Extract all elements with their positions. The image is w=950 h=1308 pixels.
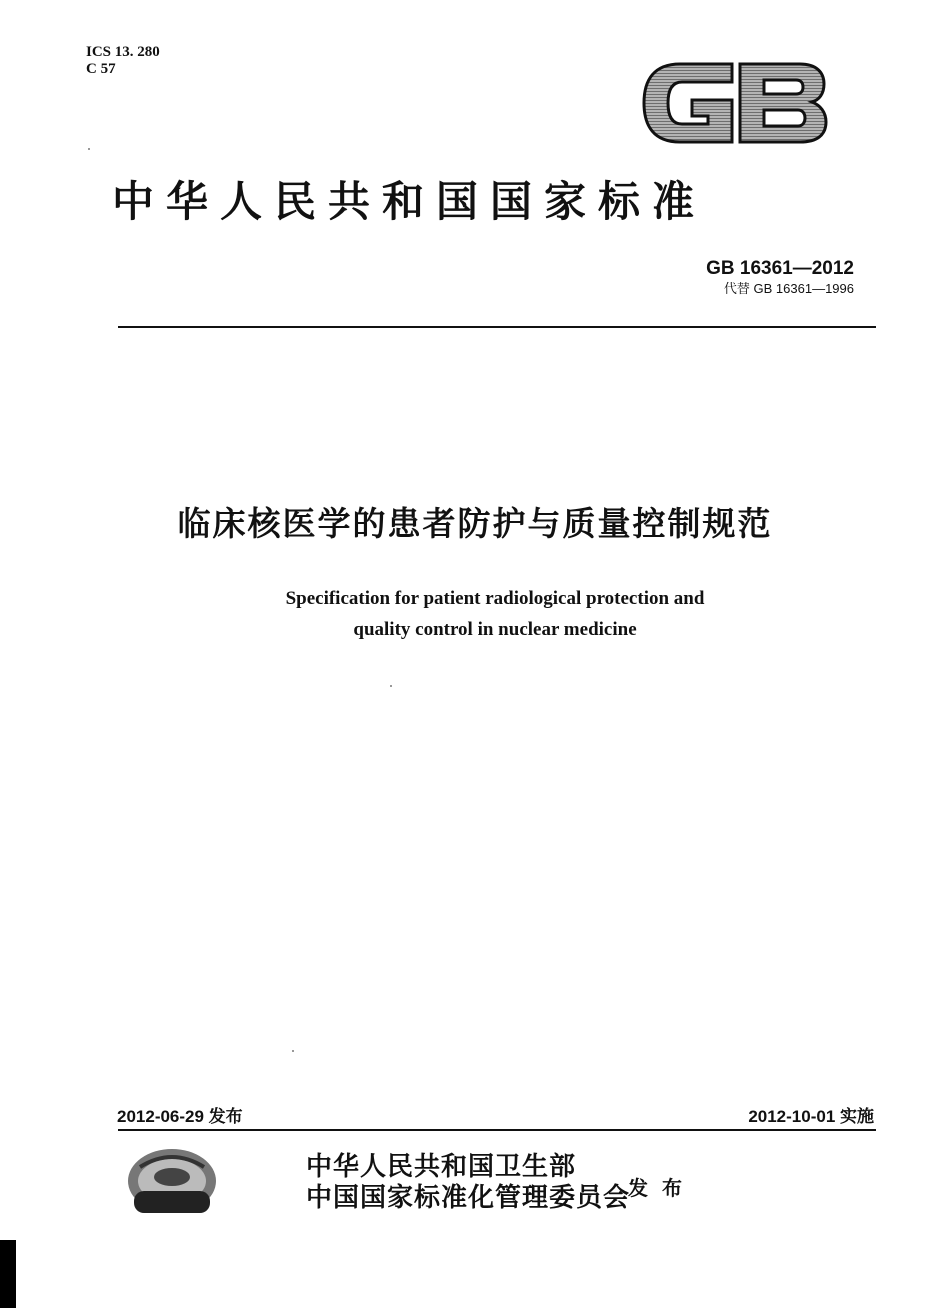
title-chinese: 临床核医学的患者防护与质量控制规范 xyxy=(177,504,773,543)
ccs-code: C 57 xyxy=(86,61,116,77)
replaces-standard: 代替 GB 16361—1996 xyxy=(723,281,854,296)
title-english-line1: Specification for patient radiological protection and xyxy=(285,588,705,609)
scan-speck xyxy=(390,685,392,687)
gb-logo xyxy=(640,58,828,148)
scan-speck xyxy=(88,148,90,150)
classification-codes xyxy=(86,44,160,78)
ics-code: ICS 13. 280 xyxy=(86,44,160,60)
issuer-sac: 中国国家标准化管理委员会 xyxy=(306,1183,631,1213)
scan-speck xyxy=(292,1050,294,1052)
header-divider xyxy=(118,326,876,328)
national-standard-title: 中华人民共和国国家标准 xyxy=(112,177,707,226)
issue-action: 发布 xyxy=(628,1176,696,1200)
title-english xyxy=(0,583,950,645)
title-english-line2: quality control in nuclear medicine xyxy=(353,619,637,640)
binding-edge xyxy=(0,1240,16,1308)
issuing-authorities xyxy=(306,1152,630,1214)
issue-date: 2012-06-29 发布 xyxy=(117,1107,243,1126)
issuer-ministry-of-health: 中华人民共和国卫生部 xyxy=(306,1152,577,1182)
standard-number-block xyxy=(706,258,854,297)
standard-number: GB 16361—2012 xyxy=(706,258,854,279)
official-seal xyxy=(126,1147,218,1215)
implementation-date: 2012-10-01 实施 xyxy=(748,1107,874,1126)
footer-divider xyxy=(118,1129,876,1131)
